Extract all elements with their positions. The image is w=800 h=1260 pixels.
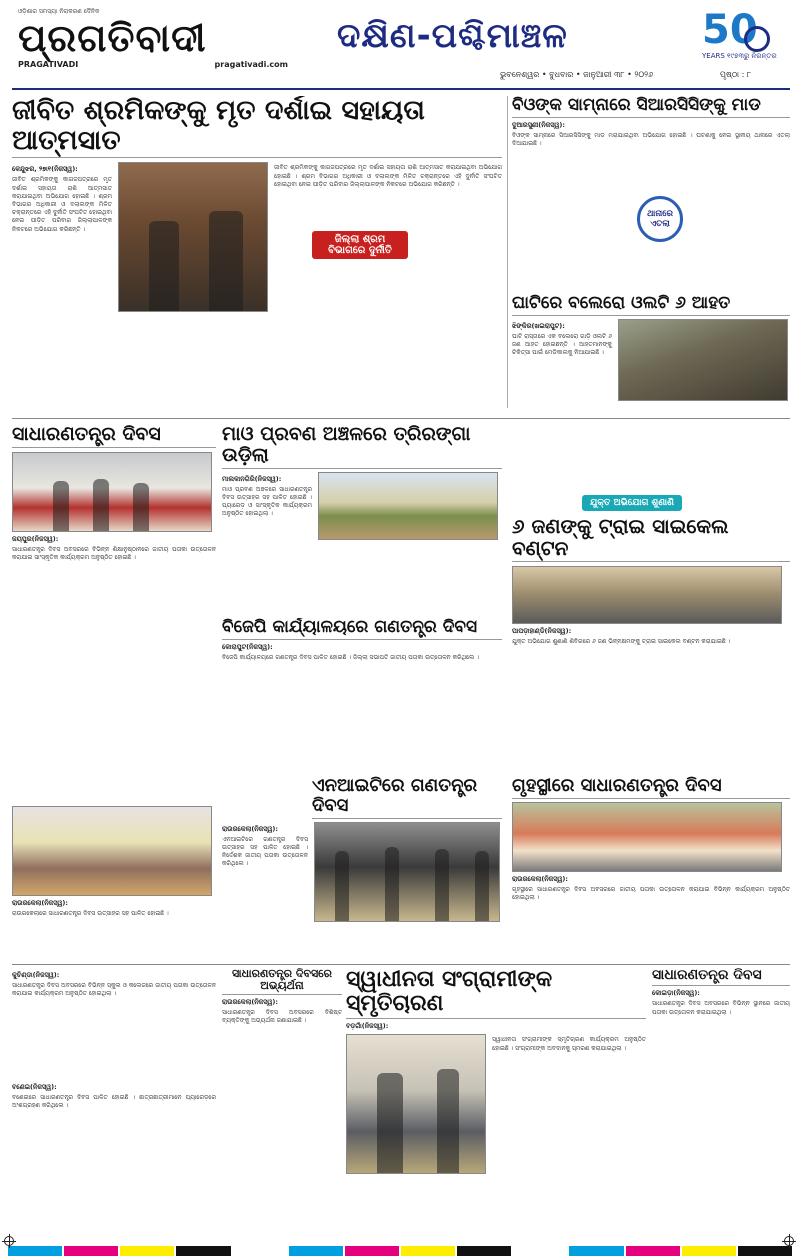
section-rule: [12, 418, 790, 419]
sadharan2-body: ସାଧାରଣତନ୍ତ୍ର ଦିବସ ଅବସରରେ ବିଭିନ୍ନ ସ୍ଥାନରେ ଜାତୀୟ ପତାକା ଉତ୍ତୋଳନ କରାଯାଇଥିଲା ।: [652, 1000, 790, 1016]
nait-story[interactable]: [222, 776, 502, 962]
sadharan2-story[interactable]: [652, 968, 790, 1238]
left-bottom1-dateline: କୁଚିଣ୍ଡା(ନିଜସ୍ୱ):: [12, 971, 60, 979]
swadhinata-body: ସ୍ୱାଧୀନତା ସଂଗ୍ରାମୀଙ୍କ ସ୍ମୃତିଚାରଣ କାର୍ଯ୍ୟକ୍ରମ ଅନୁଷ୍ଠିତ ହୋଇଛି । ସଂଗ୍ରାମୀଙ୍କ ଅବଦାନକୁ ସ୍ମରଣ କରାଯାଇଥିଲା ।: [492, 1036, 646, 1052]
paper-name-latin: PRAGATIVADI: [18, 60, 79, 69]
anniversary-caption: ୧୯୭୩ରୁ ନିରନ୍ତର: [727, 52, 777, 60]
seal-icon: [744, 26, 770, 52]
abhyarthana-body: ସାଧାରଣତନ୍ତ୍ର ଦିବସ ଅବସରରେ ବିଶିଷ୍ଟ ବ୍ୟକ୍ତିଙ୍କୁ ଅଭ୍ୟର୍ଥନା ଜଣାଯାଇଛି ।: [222, 1009, 342, 1025]
lead-body: ଜୀବିତ ଶ୍ରମିକଙ୍କୁ କାଗଜପତ୍ରରେ ମୃତ ଦର୍ଶାଇ ସହାୟତା ରାଶି ଆତ୍ମସାତ କରାଯାଇଥିବା ଅଭିଯୋଗ ହୋଇଛି । ଶ୍ରମ ବିଭାଗର ଅଧିକାରୀ ଓ ଦଲାଲଙ୍କ ମିଳିତ ଚକ୍ରାନ୍ତରେ ଏହି ଦୁର୍ନୀତି ସଂଘଟିତ ହୋଇଥିବା ନେଇ ପୀଡ଼ିତ ପରିବାର ଜିଲ୍ଲାପାଳଙ୍କ ନିକଟରେ ଅଭିଯୋଗ କରିଛନ୍ତି ।: [12, 176, 112, 233]
biyong-body: ବିଓଙ୍କ ସାମ୍ନାରେ ସିଆରସିସିଙ୍କୁ ମାଡ ମରାଯାଇଥିବା ଅଭିଯୋଗ ହୋଇଛି । ଘଟଣାକୁ ନେଇ ସ୍ଥାନୀୟ ଥାନାରେ ଏତଲା ଦିଆଯାଇଛି ।: [512, 131, 790, 147]
sadharan2-headline: ସାଧାରଣତନ୍ତ୍ର ଦିବସ: [652, 968, 790, 986]
mao-story[interactable]: [222, 424, 502, 614]
left-mid-dateline: ରାଉରକେଲା(ନିଜସ୍ୱ):: [12, 899, 68, 907]
sadharan2-dateline: କୋଇଡ଼ା(ନିଜସ୍ୱ):: [652, 989, 700, 998]
mao-body: ମାଓ ପ୍ରବଣ ଅଞ୍ଚଳରେ ସାଧାରଣତନ୍ତ୍ର ଦିବସ ଉତ୍ସାହର ସହ ପାଳିତ ହୋଇଛି । ପ୍ୟାରେଡ଼ ଓ ସାଂସ୍କୃତିକ କାର୍ଯ୍ୟକ୍ରମ ଅନୁଷ୍ଠିତ ହୋଇଥିଲା ।: [222, 485, 312, 518]
tricycle-headline: ୬ ଜଣଙ୍କୁ ଟ୍ରାଇ ସାଇକେଲ ବଣ୍ଟନ: [512, 515, 790, 562]
grihasthi-story[interactable]: [512, 776, 790, 962]
lead-body-col2: ଜୀବିତ ଶ୍ରମିକଙ୍କୁ କାଗଜପତ୍ରରେ ମୃତ ଦର୍ଶାଇ ସହାୟତା ରାଶି ଆତ୍ମସାତ କରାଯାଇଥିବା ଅଭିଯୋଗ ହୋଇଛି । ଶ୍ରମ ବିଭାଗର ଅଧିକାରୀ ଓ ଦଲାଲଙ୍କ ମିଳିତ ଚକ୍ରାନ୍ତରେ ଏହି ଦୁର୍ନୀତି ସଂଘଟିତ ହୋଇଥିବା ନେଇ ପୀଡ଼ିତ ପରିବାର ଜିଲ୍ଲାପାଳଙ୍କ ନିକଟରେ ଅଭିଯୋଗ କରିଛନ୍ତି ।: [274, 164, 502, 188]
abhyarthana-story[interactable]: [222, 968, 342, 1238]
crash-photo: [618, 319, 788, 401]
ghati-body: ଘାଟି ରାସ୍ତାରେ ଏକ ବଲେରୋ ଗାଡ଼ି ଓଲଟି ୬ ଜଣ ଆହତ ହୋଇଛନ୍ତି । ଆହତମାନଙ୍କୁ ଚିକିତ୍ସା ପାଇଁ ମେଡିକାଲକୁ ନିଆଯାଇଛି ।: [512, 332, 612, 357]
mao-photo: [318, 472, 498, 540]
ghati-dateline: ଝିଙ୍କିର(ଖଇରାପୁଟ):: [512, 321, 565, 330]
left-bottom2-body: ବଣେଇରେ ସାଧାରଣତନ୍ତ୍ର ଦିବସ ପାଳିତ ହୋଇଛି । ଛାତ୍ରଛାତ୍ରୀମାନେ ପ୍ୟାରେଡ଼ରେ ଅଂଶଗ୍ରହଣ କରିଥିଲେ ।: [12, 1094, 216, 1110]
abhyarthana-headline: ସାଧାରଣତନ୍ତ୍ର ଦିବସରେ ଅଭ୍ୟର୍ଥନା: [222, 968, 342, 995]
masthead: [12, 6, 790, 90]
sadharan1-photo: [12, 452, 212, 532]
bjp-headline: ବିଜେପି କାର୍ଯ୍ୟାଳୟରେ ଗଣତନ୍ତ୍ର ଦିବସ: [222, 618, 502, 640]
left-bottom1-story[interactable]: [12, 968, 216, 1078]
biyong-story[interactable]: [512, 96, 790, 290]
registration-mark-icon: [784, 1236, 794, 1246]
abhyarthana-dateline: ରାଉରକେଲା(ନିଜସ୍ୱ):: [222, 998, 278, 1007]
website: pragativadi.com: [214, 60, 288, 69]
tricycle-badge: ଯୁକ୍ତ ଅଭିଯୋଗ ଶୁଣାଣି: [582, 495, 682, 511]
left-bottom1-body: ସାଧାରଣତନ୍ତ୍ର ଦିବସ ଅବସରରେ ବିଭିନ୍ନ ସ୍କୁଲ ଓ କଲେଜରେ ଜାତୀୟ ପତାକା ଉତ୍ତୋଳନ କରାଯାଇ କାର୍ଯ୍ୟକ୍ରମ ଅନୁଷ୍ଠିତ ହୋଇଥିଲା ।: [12, 982, 216, 998]
anniversary-label: YEARS: [702, 52, 725, 60]
lead-story[interactable]: [12, 96, 502, 404]
left-mid-photo: [12, 806, 212, 896]
swadhinata-headline: ସ୍ୱାଧୀନତା ସଂଗ୍ରାମୀଙ୍କ ସ୍ମୃତିଚାରଣ: [346, 968, 646, 1019]
mao-headline: ମାଓ ପ୍ରବଣ ଅଞ୍ଚଳରେ ତ୍ରିରଙ୍ଗା ଉଡ଼ିଲା: [222, 424, 502, 469]
tricycle-story[interactable]: [512, 490, 790, 730]
grihasthi-dateline: ରାଉରକେଲା(ନିଜସ୍ୱ):: [512, 874, 568, 883]
mao-dateline: ମାଲକାନଗିରି(ନିଜସ୍ୱ):: [222, 474, 282, 483]
left-mid-body: ରାଉରକେଲାରେ ସାଧାରଣତନ୍ତ୍ର ଦିବସ ଉତ୍ସାହର ସହ ପାଳିତ ହୋଇଛି ।: [12, 910, 169, 917]
nait-headline: ଏନଆଇଟିରେ ଗଣତନ୍ତ୍ର ଦିବସ: [312, 776, 502, 819]
sadharan1-body: ସାଧାରଣତନ୍ତ୍ର ଦିବସ ଅବସରରେ ବିଭିନ୍ନ ଶିକ୍ଷାନୁଷ୍ଠାନରେ ଜାତୀୟ ପତାକା ଉତ୍ତୋଳନ କରାଯାଇ ସାଂସ୍କୃତିକ କାର୍ଯ୍ୟକ୍ରମ ଅନୁଷ୍ଠିତ ହୋଇଛି ।: [12, 545, 216, 562]
masthead-rule: [12, 88, 790, 90]
sadharan1-story[interactable]: [12, 424, 216, 804]
left-bottom2-story[interactable]: [12, 1080, 216, 1240]
registration-mark-icon: [4, 1236, 14, 1246]
anniversary-logo: [702, 8, 788, 68]
bjp-story[interactable]: [222, 618, 502, 758]
date-line: ଭୁବନେଶ୍ୱର • ବୁଧବାର • ଜାନୁଆରୀ ୩୮ • ୨୦୨୬: [500, 70, 654, 79]
anniversary-number: 50: [702, 7, 758, 53]
lead-badge: ଜିଲ୍ଲା ଶ୍ରମ ବିଭାଗରେ ଦୁର୍ନୀତି: [312, 231, 408, 259]
grihasthi-photo: [512, 802, 782, 872]
swadhinata-dateline: ବଡ଼ଗାଁ(ନିଜସ୍ୱ):: [346, 1022, 389, 1031]
lead-dateline: କେନ୍ଦୁଝର, ୨୭ା୧(ନିଜସ୍ୱ):: [12, 165, 78, 174]
section-rule-2: [12, 964, 790, 965]
page-number: ପୃଷ୍ଠା : ୮: [720, 70, 752, 79]
lead-headline: ଜୀବିତ ଶ୍ରମିକଙ୍କୁ ମୃତ ଦର୍ଶାଇ ସହାୟତା ଆତ୍ମସାତ: [12, 96, 502, 158]
ghati-headline: ଘାଟିରେ ବଲେରୋ ଓଲଟି ୬ ଆହତ: [512, 294, 790, 316]
lead-photo: [118, 162, 268, 312]
left-bottom2-dateline: ବଣେଇ(ନିଜସ୍ୱ):: [12, 1083, 57, 1091]
left-mid-story[interactable]: [12, 806, 216, 956]
nait-dateline: ରାଉରକେଲା(ନିଜସ୍ୱ):: [222, 824, 278, 833]
biyong-headline: ବିଓଙ୍କ ସାମ୍ନାରେ ସିଆରସିସିଙ୍କୁ ମାଡ: [512, 96, 790, 118]
column-rule: [507, 96, 508, 408]
paper-name: ପ୍ରଗତିବାଦୀ: [18, 16, 207, 60]
nait-photo: [314, 822, 500, 922]
bjp-dateline: କୋରାପୁଟ(ନିଜସ୍ୱ):: [222, 642, 273, 651]
ghati-story[interactable]: [512, 294, 790, 408]
tagline: ଓଡ଼ିଶାର ସମସ୍ୟା ନିରାକରଣ ଦୈନିକ: [18, 8, 100, 15]
tricycle-body: ଯୁକ୍ତ ଅଭିଯୋଗ ଶୁଣାଣି ଶିବିରରେ ୬ ଜଣ ଭିନ୍ନକ୍ଷମଙ୍କୁ ଟ୍ରାଇ ସାଇକେଲ ବଣ୍ଟନ କରାଯାଇଛି ।: [512, 638, 731, 645]
swadhinata-photo: [346, 1034, 486, 1174]
section-title: ଦକ୍ଷିଣ-ପଶ୍ଚିମାଞ୍ଚଳ: [337, 16, 568, 56]
nait-body: ଏନଆଇଟିରେ ଗଣତନ୍ତ୍ର ଦିବସ ଉତ୍ସାହର ସହ ପାଳିତ ହୋଇଛି । ନିର୍ଦ୍ଦେଶକ ଜାତୀୟ ପତାକା ଉତ୍ତୋଳନ କରିଥିଲେ ।: [222, 835, 308, 868]
biyong-dateline: ଦୁଆରସୁଣୀ(ନିଜସ୍ୱ):: [512, 120, 565, 129]
tricycle-photo: [512, 566, 782, 624]
sadharan1-dateline: ଜୟପୁର(ନିଜସ୍ୱ):: [12, 534, 59, 543]
biyong-badge: ଥାନାରେ ଏତଲା: [637, 196, 683, 242]
print-color-bar: [8, 1246, 792, 1256]
grihasthi-body: ଗୃହସ୍ଥୀରେ ସାଧାରଣତନ୍ତ୍ର ଦିବସ ଅବସରରେ ଜାତୀୟ ପତାକା ଉତ୍ତୋଳନ କରାଯାଇ ବିଭିନ୍ନ କାର୍ଯ୍ୟକ୍ରମ ଅନୁଷ୍ଠିତ ହୋଇଥିଲା ।: [512, 885, 790, 901]
swadhinata-story[interactable]: [346, 968, 646, 1238]
grihasthi-headline: ଗୃହସ୍ଥୀରେ ସାଧାରଣତନ୍ତ୍ର ଦିବସ: [512, 776, 790, 799]
paper-logo[interactable]: [18, 8, 288, 80]
bjp-body: ବିଜେପି କାର୍ଯ୍ୟାଳୟରେ ଗଣତନ୍ତ୍ର ଦିବସ ପାଳିତ ହୋଇଛି । ଜିଲ୍ଲା ସଭାପତି ଜାତୀୟ ପତାକା ଉତ୍ତୋଳନ କରିଥିଲେ ।: [222, 653, 479, 661]
sadharan1-headline: ସାଧାରଣତନ୍ତ୍ର ଦିବସ: [12, 424, 216, 448]
tricycle-dateline: ପାପଡ଼ାହାଣ୍ଡି(ନିଜସ୍ୱ):: [512, 627, 572, 635]
